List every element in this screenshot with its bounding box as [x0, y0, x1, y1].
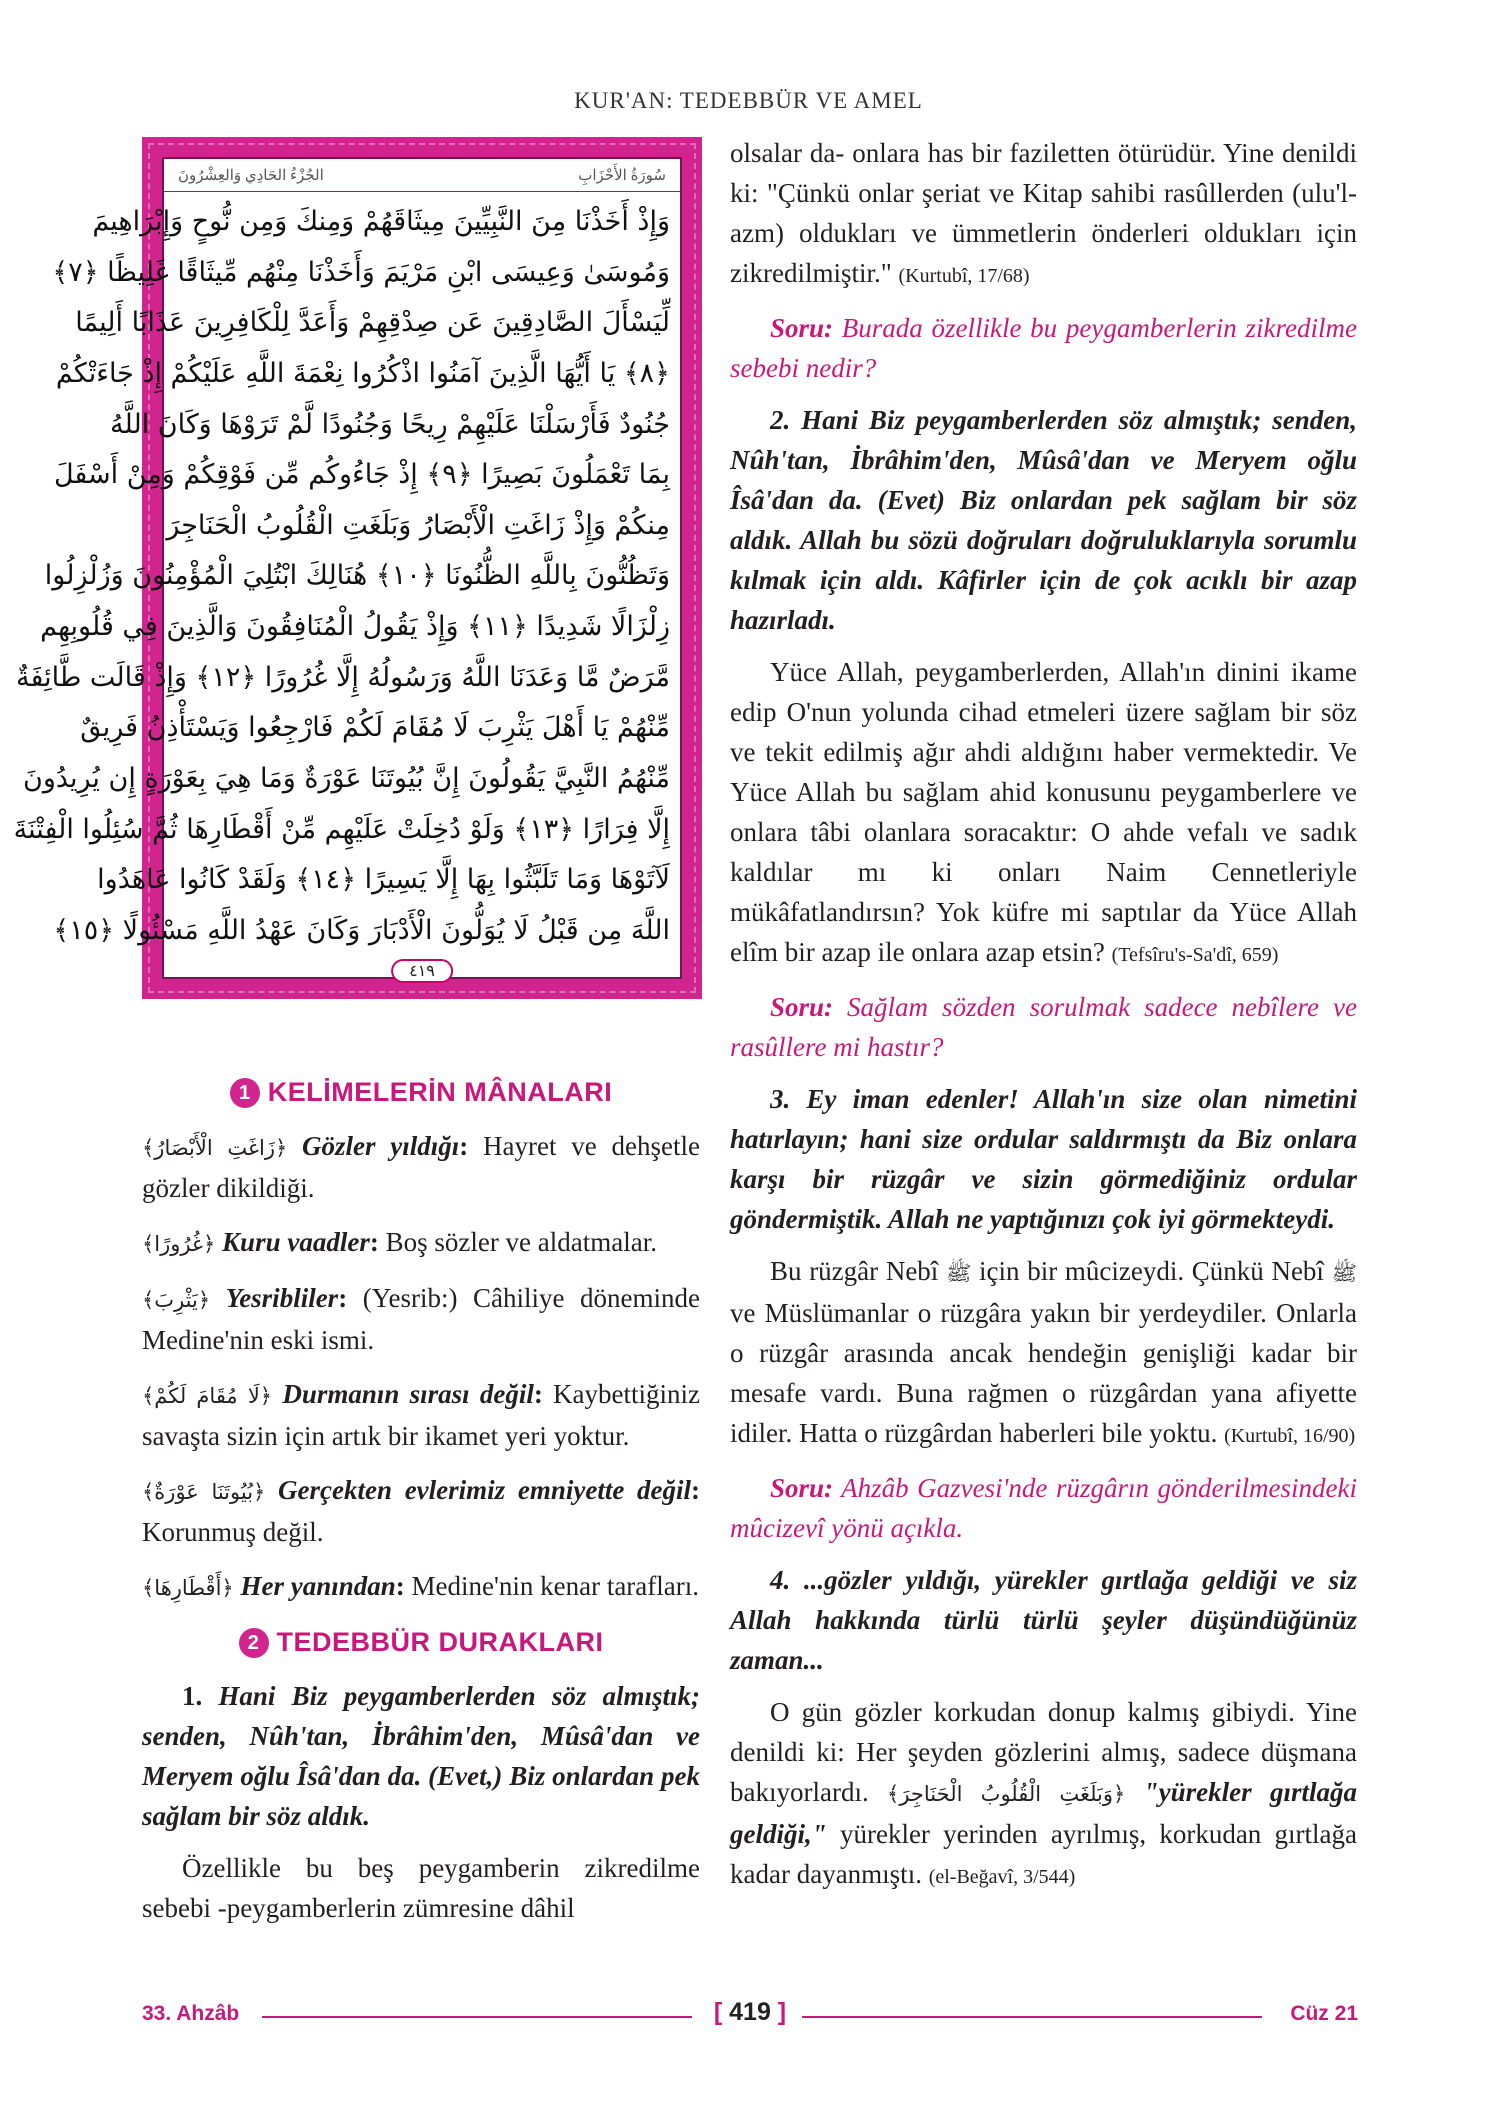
mushaf-page-frame	[13, 137, 702, 999]
section-title: KELİMELERİN MÂNALARI	[267, 1077, 613, 1107]
footer-page-number: [ 419 ]	[713, 1998, 787, 2026]
section-number-badge: 2	[239, 1628, 269, 1658]
running-header: KUR'AN: TEDEBBÜR VE AMEL	[574, 88, 923, 113]
definition-term: Gözler yıldığı	[302, 1131, 460, 1161]
question-prompt: Soru: Sağlam sözden sorulmak sadece nebîlere ve rasûllere mi hastır?	[730, 992, 1357, 1062]
definition-term: Yesribliler	[225, 1283, 339, 1313]
definition-item: ﴿زَاغَتِ الْأَبْصَارُ﴾ Gözler yıldığı: Hayret ve dehşetle gözler dikildiği.	[142, 1131, 700, 1203]
definition-term: Kuru vaadler	[222, 1227, 370, 1257]
ayah-line: اللَّهَ مِن قَبْلُ لَا يُوَلُّونَ الْأَدْبَارَ وَكَانَ عَهْدُ اللَّهِ مَسْئُولًا ﴿١٥﴾	[53, 914, 670, 946]
definition-item: ﴿يَثْرِبَ﴾ Yesribliler: (Yesrib:) Câhiliye döneminde Medine'nin eski ismi.	[142, 1283, 700, 1355]
ayah-line: مِّنْهُمْ يَا أَهْلَ يَثْرِبَ لَا مُقَامَ لَكُمْ فَارْجِعُوا وَيَسْتَأْذِنُ فَرِيقٌ	[80, 712, 670, 744]
citation: (el-Beğavî, 3/544)	[928, 1866, 1076, 1888]
mushaf-page-number: ٤١٩	[391, 959, 453, 983]
verse-question: 2. Hani Biz peygamberlerden söz almıştık; senden, Nûh'tan, İbrâhim'den, Mûsâ'dan ve Meryem oğlu Îsâ'dan da. (Evet) Biz onlardan pek sağlam bir söz aldık. Allah bu sözü doğruları doğruluklarıyla sorumlu kılmak için aldı. Kâfirler için de çok acıklı bir azap hazırladı.	[730, 405, 1357, 635]
surah-name: سُورَةُ الأَحْزَابِ	[578, 167, 666, 184]
definition-item: ﴿أَقْطَارِهَا﴾ Her yanından: Medine'nin kenar tarafları.	[142, 1571, 699, 1601]
definition-term: Durmanın sırası değil	[282, 1379, 534, 1409]
ayah-line: جُنُودٌ فَأَرْسَلْنَا عَلَيْهِمْ رِيحًا وَجُنُودًا لَّمْ تَرَوْهَا وَكَانَ اللَّهُ	[110, 408, 670, 440]
definition-item: ﴿لَا مُقَامَ لَكُمْ﴾ Durmanın sırası değil: Kaybettiğiniz savaşta sizin için artık bir ikamet yeri yoktur.	[142, 1379, 700, 1451]
citation: (Kurtubî, 17/68)	[898, 265, 1030, 287]
arabic-term: ﴿بُيُوتَنَا عَوْرَةٌ﴾	[142, 1480, 266, 1504]
definition-item: ﴿غُرُورًا﴾ Kuru vaadler: Boş sözler ve aldatmalar.	[142, 1227, 657, 1257]
definition-text: Medine'nin kenar tarafları.	[404, 1571, 699, 1601]
ayah-line: وَإِذْ أَخَذْنَا مِنَ النَّبِيِّينَ مِيثَاقَهُمْ وَمِنكَ وَمِن نُّوحٍ وَإِبْرَاهِيمَ	[92, 206, 670, 237]
definition-text: Hayret ve dehşetle gözler dikildiği.	[142, 1131, 700, 1203]
paragraph: Bu rüzgâr Nebî ﷺ için bir mûcizeydi. Çünkü Nebî ﷺ ve Müslümanlar o rüzgâra yakın bir yerdeydiler. Onlarla o rüzgâr arasında ancak hendeğin genişliği kadar bir mesafe vardı. Buna rağmen o rüzgârdan yana afiyette idiler. Hatta o rüzgârdan haberleri bile yoktu. (Kurtubî, 16/90)	[730, 1256, 1357, 1448]
citation: (Tefsîru's-Sa'dî, 659)	[1111, 944, 1279, 966]
ayah-line: لَآتَوْهَا وَمَا تَلَبَّثُوا بِهَا إِلَّا يَسِيرًا ﴿١٤﴾ وَلَقَدْ كَانُوا عَاهَدُوا	[97, 864, 670, 896]
question-prompt: Soru: Ahzâb Gazvesi'nde rüzgârın gönderilmesindeki mûcizevî yönü açıkla.	[730, 1473, 1357, 1543]
paragraph: olsalar da- onlara has bir faziletten ötürüdür. Yine denildi ki: "Çünkü onlar şeriat ve Kitap sahibi rasûllerden (ulu'l-azm) oldukları ve ümmetlerin önderleri oldukları için zikredilmiştir." (Kurtubî, 17/68)	[730, 138, 1357, 288]
verse-text: Hani Biz peygamberlerden söz almıştık; senden, Nûh'tan, İbrâhim'den, Mûsâ'dan ve Meryem oğlu Îsâ'dan da. (Evet,) Biz onlardan pek sağlam bir söz aldık.	[142, 1681, 700, 1831]
arabic-quote: ﴿وَبَلَغَتِ الْقُلُوبُ الْحَنَاجِرَ﴾	[887, 1782, 1126, 1806]
arabic-term: ﴿زَاغَتِ الْأَبْصَارُ﴾	[142, 1136, 288, 1160]
verse-question: 4. ...gözler yıldığı, yürekler gırtlağa geldiği ve siz Allah hakkında türlü türlü şeyler düşündüğünüz zaman...	[730, 1565, 1357, 1675]
definition-item: ﴿بُيُوتَنَا عَوْرَةٌ﴾ Gerçekten evlerimiz emniyette değil: Korunmuş değil.	[142, 1475, 700, 1547]
salawat-symbol: ﷺ	[1331, 1261, 1357, 1285]
ayah-line: مِنكُمْ وَإِذْ زَاغَتِ الْأَبْصَارُ وَبَلَغَتِ الْقُلُوبُ الْحَنَاجِرَ	[166, 509, 670, 541]
ayah-line: إِلَّا فِرَارًا ﴿١٣﴾ وَلَوْ دُخِلَتْ عَلَيْهِم مِّنْ أَقْطَارِهَا ثُمَّ سُئِلُوا الْفِتْنَةَ	[13, 813, 670, 845]
arabic-term: ﴿لَا مُقَامَ لَكُمْ﴾	[142, 1384, 273, 1408]
ayah-line: بِمَا تَعْمَلُونَ بَصِيرًا ﴿٩﴾ إِذْ جَاءُوكُم مِّن فَوْقِكُمْ وَمِنْ أَسْفَلَ	[53, 459, 670, 491]
arabic-term: ﴿غُرُورًا﴾	[142, 1232, 216, 1256]
section-title: TEDEBBÜR DURAKLARI	[276, 1627, 604, 1657]
section-heading-kelimeler	[142, 1072, 700, 1112]
verse-question: 3. Ey iman edenler! Allah'ın size olan nimetini hatırlayın; hani size ordular saldırmıştı da Biz onlara karşı bir rüzgâr ve sizin görmediğiniz ordular göndermiştik. Allah ne yaptığınızı çok iyi görmekteydi.	[730, 1084, 1357, 1234]
juz-name: الجُزْءُ الحَادِي وَالعِشْرُونَ	[178, 167, 324, 184]
ayah-line: زِلْزَالًا شَدِيدًا ﴿١١﴾ وَإِذْ يَقُولُ الْمُنَافِقُونَ وَالَّذِينَ فِي قُلُوبِهِم	[40, 611, 670, 643]
arabic-term: ﴿أَقْطَارِهَا﴾	[142, 1576, 234, 1600]
mushaf-header	[164, 159, 680, 192]
paragraph: Yüce Allah, peygamberlerden, Allah'ın dinini ikame edip O'nun yolunda cihad etmeleri üzere sağlam bir söz ve tekit edilmiş ağır ahdi aldığını haber vermektedir. Ve Yüce Allah bu sağlam ahid konusunu peygamberlere ve onlara tâbi olanlara soracaktır: O ahde vefalı ve sadık kaldılar mı ki onları Naim Cennetleriyle mükâfatlandırsın? Yok küfre mi saptılar da Yüce Allah elîm bir azap ile onlara azap etsin? (Tefsîru's-Sa'dî, 659)	[730, 657, 1357, 967]
question-prompt: Soru: Burada özellikle bu peygamberlerin zikredilme sebebi nedir?	[730, 313, 1357, 383]
ayah-line: ﴿٨﴾ يَا أَيُّهَا الَّذِينَ آمَنُوا اذْكُرُوا نِعْمَةَ اللَّهِ عَلَيْكُمْ إِذْ جَاءَتْكُمْ	[55, 357, 670, 389]
ayah-lines	[13, 199, 670, 954]
page-footer	[142, 1998, 1358, 2032]
ayah-line: مَّرَضٌ مَّا وَعَدَنَا اللَّهُ وَرَسُولُهُ إِلَّا غُرُورًا ﴿١٢﴾ وَإِذْ قَالَت طَّائِفَةٌ	[15, 661, 670, 693]
footer-rule-right	[802, 2016, 1262, 2018]
ayah-line: وَمُوسَىٰ وَعِيسَى ابْنِ مَرْيَمَ وَأَخَذْنَا مِنْهُم مِّيثَاقًا غَلِيظًا ﴿٧﴾	[52, 256, 670, 288]
ayah-line: مِّنْهُمُ النَّبِيَّ يَقُولُونَ إِنَّ بُيُوتَنَا عَوْرَةٌ وَمَا هِيَ بِعَوْرَةٍ إِن يُرِيدُونَ	[22, 763, 670, 795]
left-column	[142, 1062, 700, 1940]
verse-question: 1. Hani Biz peygamberlerden söz almıştık; senden, Nûh'tan, İbrâhim'den, Mûsâ'dan ve Meryem oğlu Îsâ'dan da. (Evet,) Biz onlardan pek sağlam bir söz aldık.	[142, 1681, 700, 1831]
definition-term: Gerçekten evlerimiz emniyette değil	[278, 1475, 691, 1505]
definition-text: Kaybettiğiniz savaşta sizin için artık bir ikamet yeri yoktur.	[142, 1379, 700, 1451]
citation: (Kurtubî, 16/90)	[1224, 1425, 1356, 1447]
footer-juz: Cüz 21	[1290, 2002, 1358, 2025]
section-number-badge: 1	[230, 1078, 260, 1108]
salawat-symbol: ﷺ	[945, 1261, 972, 1285]
ayah-line: لِّيَسْأَلَ الصَّادِقِينَ عَن صِدْقِهِمْ وَأَعَدَّ لِلْكَافِرِينَ عَذَابًا أَلِيمًا	[75, 307, 670, 339]
arabic-term: ﴿يَثْرِبَ﴾	[142, 1288, 211, 1312]
footer-rule-left	[262, 2016, 692, 2018]
definition-text: Boş sözler ve aldatmalar.	[378, 1227, 657, 1257]
paragraph: Özellikle bu beş peygamberin zikredilme sebebi -peygamberlerin zümresine dâhil	[142, 1853, 700, 1923]
right-column	[730, 133, 1357, 1909]
definition-text: Korunmuş değil.	[142, 1517, 324, 1547]
mushaf-inner	[13, 157, 682, 980]
footer-surah: 33. Ahzâb	[142, 2002, 240, 2025]
section-heading-tedebbur	[142, 1622, 700, 1662]
definition-term: Her yanından	[240, 1571, 396, 1601]
definition-text: (Yesrib:) Câhiliye döneminde Medine'nin eski ismi.	[142, 1283, 700, 1355]
ayah-line: وَتَظُنُّونَ بِاللَّهِ الظُّنُونَا ﴿١٠﴾ هُنَالِكَ ابْتُلِيَ الْمُؤْمِنُونَ وَزُلْزِلُوا	[44, 560, 670, 592]
paragraph: O gün gözler korkudan donup kalmış gibiydi. Yine denildi ki: Her şeyden gözlerini almış, sadece düşmana bakıyorlardı. ﴿وَبَلَغَتِ الْقُلُوبُ الْحَنَاجِرَ﴾ "yürekler gırtlağa geldiği," yürekler yerinden ayrılmış, korkudan gırtlağa kadar dayanmıştı. (el-Beğavî, 3/544)	[730, 1697, 1357, 1889]
